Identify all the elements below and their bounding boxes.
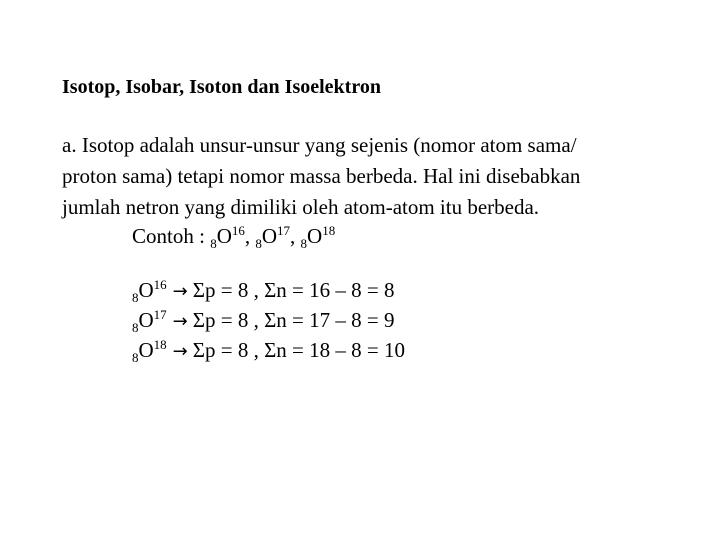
atomic-number: 8 bbox=[255, 236, 262, 251]
calculation-text: Σp = 8 , Σn = 18 – 8 = 10 bbox=[192, 338, 405, 362]
atomic-number: 8 bbox=[132, 290, 139, 305]
atomic-number: 8 bbox=[300, 236, 308, 251]
isotope-definition bbox=[62, 130, 702, 223]
right-arrow-icon: → bbox=[172, 341, 188, 362]
right-arrow-icon: → bbox=[172, 281, 188, 302]
definition-line: jumlah netron yang dimiliki oleh atom-atom itu berbeda. bbox=[62, 195, 540, 219]
mass-number: 16 bbox=[153, 277, 167, 292]
page-title: Isotop, Isobar, Isoton dan Isoelektron bbox=[62, 76, 381, 98]
atomic-number: 8 bbox=[210, 236, 217, 251]
mass-number: 17 bbox=[277, 223, 291, 238]
mass-number: 18 bbox=[153, 337, 167, 352]
example-line bbox=[132, 222, 335, 250]
right-arrow-icon: → bbox=[172, 311, 188, 332]
definition-line: proton sama) tetapi nomor massa berbeda. Hal ini disebabkan bbox=[62, 164, 581, 188]
calculation-list bbox=[132, 276, 405, 366]
mass-number: 16 bbox=[231, 223, 245, 238]
element-symbol: O bbox=[138, 308, 154, 332]
calculation-text: Σp = 8 , Σn = 17 – 8 = 9 bbox=[192, 308, 395, 332]
calculation-row bbox=[132, 276, 405, 306]
definition-line: a. Isotop adalah unsur-unsur yang sejenis (nomor atom sama/ bbox=[62, 133, 577, 157]
separator: , bbox=[290, 224, 301, 248]
calculation-row bbox=[132, 306, 405, 336]
separator: , bbox=[244, 224, 256, 248]
calculation-text: Σp = 8 , Σn = 16 – 8 = 8 bbox=[192, 278, 395, 302]
calculation-row bbox=[132, 336, 405, 366]
element-symbol: O bbox=[261, 224, 278, 248]
mass-number: 17 bbox=[153, 307, 167, 322]
atomic-number: 8 bbox=[132, 350, 139, 365]
atomic-number: 8 bbox=[132, 320, 139, 335]
element-symbol: O bbox=[138, 338, 154, 362]
mass-number: 18 bbox=[322, 223, 336, 238]
element-symbol: O bbox=[138, 278, 154, 302]
element-symbol: O bbox=[307, 224, 323, 248]
element-symbol: O bbox=[216, 224, 232, 248]
example-label: Contoh : bbox=[132, 224, 211, 248]
